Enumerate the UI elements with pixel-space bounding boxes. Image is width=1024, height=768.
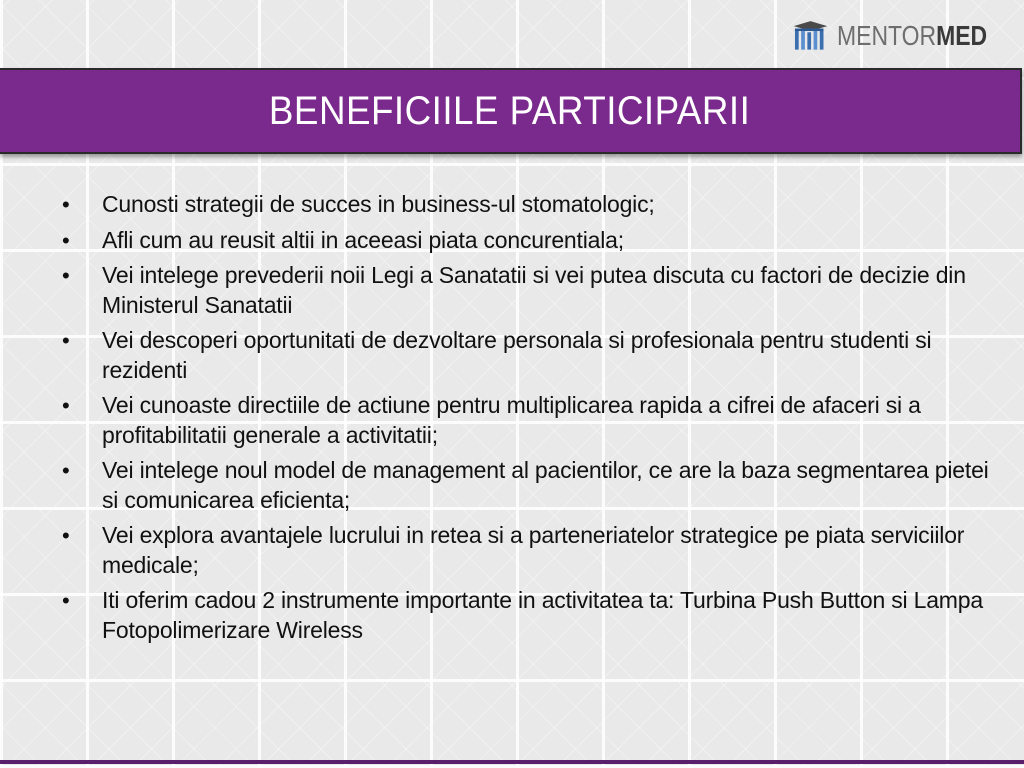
list-item (60, 190, 990, 220)
brand-logo (790, 10, 1020, 62)
list-item-text: Vei intelege noul model de management al pacientilor, ce are la baza segmentarea pietei si comunicarea eficienta; (102, 457, 989, 513)
bullet-icon: • (62, 192, 70, 217)
bullet-icon: • (62, 523, 70, 548)
list-item (60, 391, 990, 450)
bullet-icon: • (62, 588, 70, 613)
page-title: BENEFICIILE PARTICIPARII (269, 88, 751, 133)
bullet-icon: • (62, 227, 70, 253)
list-item-text: Vei descoperi oportunitati de dezvoltare personala si profesionala pentru studenti si rezidenti (102, 327, 932, 383)
logo-text-bold: MED (936, 20, 988, 51)
title-bar (0, 68, 1022, 154)
list-item-text: Afli cum au reusit altii in aceeasi piata concurentiala; (102, 226, 624, 253)
list-item (60, 586, 990, 645)
list-item-text: Vei cunoaste directiile de actiune pentru multiplicarea rapida a cifrei de afaceri si a profitabilitatii generale a activitatii; (102, 392, 921, 448)
mortarboard-logo-icon (790, 10, 831, 62)
logo-text (837, 22, 987, 50)
list-item-text: Cunosti strategii de succes in business-ul stomatologic; (102, 191, 655, 217)
bullet-icon: • (62, 393, 70, 418)
benefits-list (60, 190, 990, 651)
list-item-text: Vei explora avantajele lucrului in retea si a parteneriatelor strategice pe piata serviciilor medicale; (102, 522, 965, 578)
list-item-text: Vei intelege prevederii noii Legi a Sanatatii si vei putea discuta cu factori de decizie din Ministerul Sanatatii (102, 262, 966, 318)
list-item (60, 226, 990, 256)
list-item-text: Iti oferim cadou 2 instrumente importante in activitatea ta: Turbina Push Button si Lampa Fotopolimerizare Wireless (102, 587, 983, 643)
list-item (60, 521, 990, 580)
logo-text-light: MENTOR (836, 20, 937, 51)
list-item (60, 261, 990, 320)
bullet-icon: • (62, 458, 70, 483)
bottom-divider (0, 760, 1024, 764)
list-item (60, 456, 990, 515)
bullet-icon: • (62, 328, 70, 353)
bullet-icon: • (62, 263, 70, 288)
list-item (60, 326, 990, 385)
